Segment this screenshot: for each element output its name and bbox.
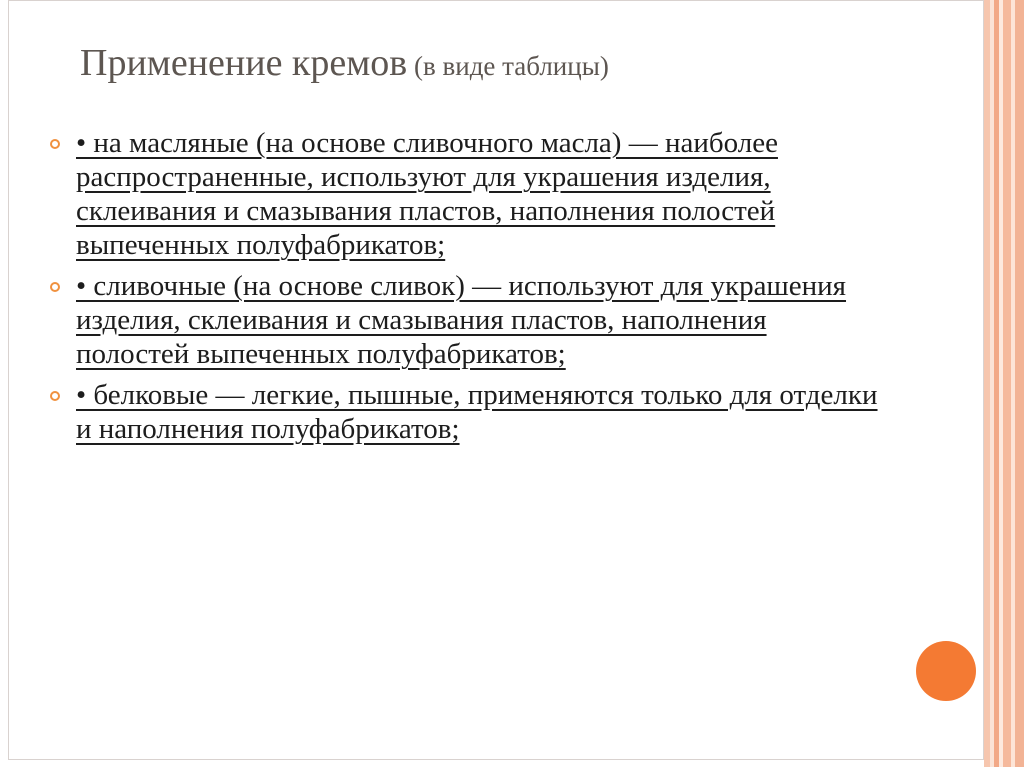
orange-circle-icon — [916, 641, 976, 701]
bullet-text: • белковые — легкие, пышные, применяются только для отделки и наполнения полуфабрикатов; — [76, 379, 878, 445]
slide-title-sub: (в виде таблицы) — [407, 51, 609, 81]
ring-bullet-icon — [50, 391, 60, 401]
stripe — [1003, 0, 1011, 767]
bullet-text: • сливочные (на основе сливок) — используют для украшения изделия, склеивания и смазывания пластов, наполнения полостей выпеченных полуфабрикатов; — [76, 270, 847, 370]
bullet-item-cream-based — [50, 269, 880, 371]
bullet-list — [50, 126, 880, 453]
bullet-item-butter-creams — [50, 126, 880, 262]
ring-bullet-icon — [50, 139, 60, 149]
bullet-text: • на масляные (на основе сливочного масла) — наиболее распространенные, используют для украшения изделия, склеивания и смазывания пластов, наполнения полостей выпеченных полуфабрикатов; — [76, 127, 778, 261]
bullet-item-protein-creams — [50, 378, 880, 446]
ring-bullet-icon — [50, 282, 60, 292]
slide-title — [80, 44, 609, 82]
stripe — [1015, 0, 1024, 767]
decorative-side-stripes — [984, 0, 1024, 767]
slide-title-main: Применение кремов — [80, 42, 408, 84]
